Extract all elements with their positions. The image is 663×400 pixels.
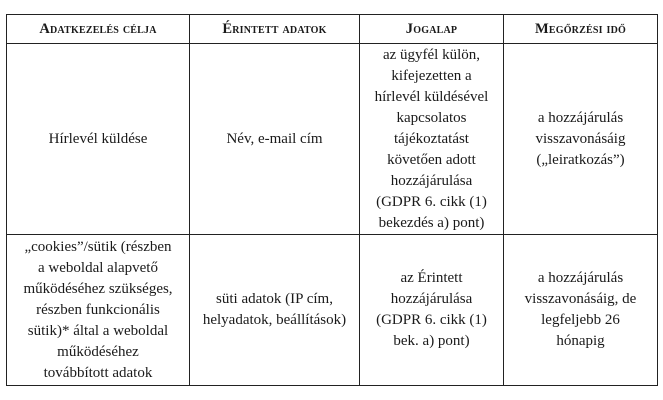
cell-legal-basis (360, 44, 504, 235)
cell-text: a hozzájárulás visszavonásáig („leiratkozás”) (535, 109, 626, 168)
cell-text: „cookies”/sütik (részben a weboldal alapvető működéséhez szükséges, részben funkcionális sütik)* által a weboldal működéséhez továbbított adatok (23, 238, 173, 381)
cell-retention (504, 235, 658, 386)
cell-text: az ügyfél külön, kifejezetten a hírlevél küldésével kapcsolatos tájékoztatást követően adott hozzájárulása (GDPR 6. cikk (1) bekezdés a) pont) (374, 46, 489, 231)
header-legal-basis: Jogalap (360, 15, 504, 44)
table-row (7, 235, 658, 386)
cell-affected-data (190, 235, 360, 386)
header-affected-data: Érintett adatok (190, 15, 360, 44)
cell-text: Név, e-mail cím (226, 130, 323, 147)
data-processing-table (6, 14, 658, 386)
table-header-row (7, 15, 658, 44)
cell-legal-basis (360, 235, 504, 386)
cell-purpose (7, 235, 190, 386)
header-purpose: Adatkezelés célja (7, 15, 190, 44)
cell-text: a hozzájárulás visszavonásáig, de legfeljebb 26 hónapig (524, 270, 637, 349)
cell-purpose (7, 44, 190, 235)
cell-text: süti adatok (IP cím, helyadatok, beállítások) (202, 291, 347, 328)
table-row (7, 44, 658, 235)
cell-text: az Érintett hozzájárulása (GDPR 6. cikk (1) bek. a) pont) (376, 270, 487, 349)
header-retention: Megőrzési idő (504, 15, 658, 44)
cell-affected-data (190, 44, 360, 235)
cell-text: Hírlevél küldése (48, 130, 148, 147)
cell-retention (504, 44, 658, 235)
